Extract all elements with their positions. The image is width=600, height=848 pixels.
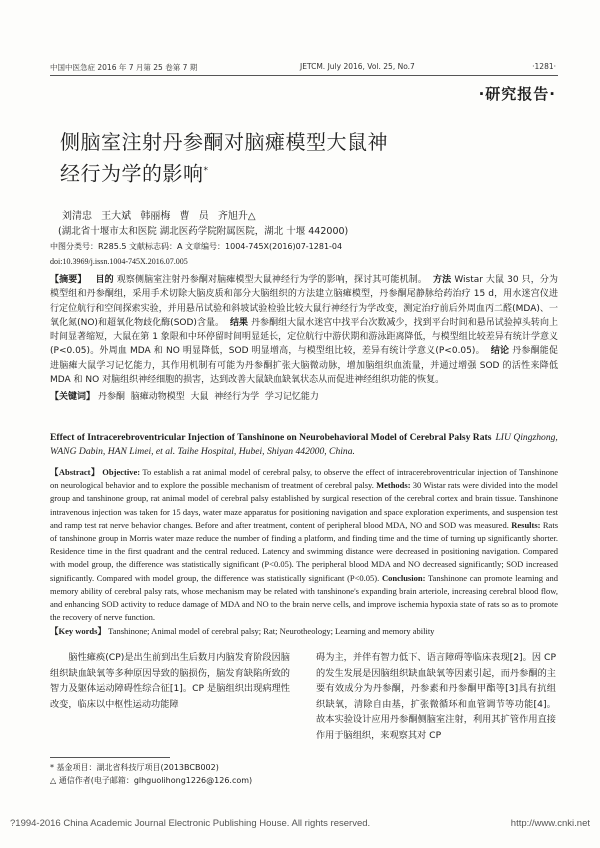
english-title-text: Effect of Intracerebroventricular Injection of Tanshinone on Neurobehavioral Model of Cerebral Palsy Rats (50, 432, 492, 443)
conclusion-en-label: Conclusion: (381, 572, 426, 583)
keywords-en (50, 625, 558, 638)
author-list: 刘清忠 王大斌 韩丽梅 曹 员 齐旭升△ (62, 211, 256, 222)
section-label: ·研究报告· (478, 85, 556, 103)
footer-url: http://www.cnki.net (510, 818, 590, 829)
classification-codes: 中图分类号：R285.5 文献标志码：A 文章编号：1004-745X(2016)07-1281-04 (50, 242, 343, 251)
paper-title-text: 侧脑室注射丹参酮对脑瘫模型大鼠神经行为学的影响 (60, 130, 388, 186)
doi: doi:10.3969/j.issn.1004-745X.2016.07.005 (50, 257, 188, 266)
abstract-cn (50, 273, 558, 405)
results-text: 丹参酮组大鼠水迷宫中找平台次数减少，找到平台时间和悬吊试验掉头转向上时间显著缩短，大鼠在第 1 象限和中环停留时间明显延长，定位航行中游伏期和游泳距离降低，与模型组比较差异有统计学意义(P<0.05)。外周血 MDA 和 NO 明显降低，SOD 明显增高，与模型组比较，差异有统计学意义(P<0.05)。 (50, 317, 558, 357)
objective-en-label: Objective: (102, 467, 141, 477)
keywords-en-text: Tanshinone; Animal model of cerebral palsy; Rat; Neurotheology; Learning and memory ability (108, 626, 435, 637)
page-number: ·1281· (532, 62, 556, 71)
keywords-cn-text: 丹参酮 脑瘫动物模型 大鼠 神经行为学 学习记忆能力 (98, 392, 319, 403)
methods-en-text: 30 Wistar rats were divided into the model group and tanshinone group, rat animal model of cerebral palsy established by surgical resection of the cerebral cortex and brain tissue. Tanshinone intravenous injection was taken for 15 days, water maze apparatus for positioning navigation and space exploration experiments, and suspension test and ramp test rat nerve behavior changes. Before and after treatment, content of peripheral blood MDA, NO and SOD was measured. (50, 480, 559, 530)
methods-label: 方法 (433, 275, 452, 285)
abstract-cn-body (50, 273, 558, 387)
page-footer (10, 818, 590, 829)
methods-text: Wistar 大鼠 30 只，分为模型组和丹参酮组，采用手术切除大脑皮质和部分大脑组织的方法建立脑瘫模型，丹参酮尾静脉给药治疗 15 d，用水迷宫仪进行定位航行和空间探索实验，并用悬吊试验和斜坡试验检验比较大鼠行神经行为学改变，测定治疗前后外周血丙二醛(MDA)、一氧化氮(NO)和超氧化物歧化酶(SOD)含量。 (50, 275, 558, 328)
conclusion-label: 结论 (490, 346, 510, 357)
abstract-en (50, 466, 558, 624)
affiliation: (湖北省十堰市太和医院 湖北医药学院附属医院，湖北 十堰 442000) (58, 226, 349, 237)
results-en-label: Results: (511, 519, 541, 530)
english-title (50, 431, 558, 459)
footnote-fund: * 基金项目：湖北省科技厅项目(2013BCB002) (50, 763, 219, 772)
footnotes (50, 761, 350, 787)
abstract-cn-label: 【摘要】 (50, 275, 87, 285)
abstract-en-label: 【Abstract】 (50, 467, 100, 477)
objective-text: 观察侧脑室注射丹参酮对脑瘫模型大鼠神经行为学的影响，探讨其可能机制。 (116, 275, 428, 285)
body-column-left: 脑性瘫痪(CP)是出生前到出生后数月内脑发育阶段因脑组织缺血缺氧等多种原因导致的脑损伤，脑发育缺陷所致的智力及躯体运动障碍性综合征[1]。CP 是脑组织出现病理性改变，临床以中枢性运动功能障 (50, 652, 290, 710)
header-rule (50, 75, 558, 76)
objective-en-text: To establish a rat animal model of cerebral palsy, to observe the effect of intracerebroventricular injection of Tanshinone on neurological behavior and to explore the possible mechanism of treatment of cerebral palsy. (50, 467, 558, 491)
english-authors: LIU Qingzhong, WANG Dabin, HAN Limei, et al. Taihe Hospital, Hubei, Shiyan 442000, China. (50, 432, 558, 457)
body-column-right: 碍为主，并伴有智力低下、语言障碍等临床表现[2]。因 CP 的发生发展是因脑组织缺血缺氧等因素引起，而丹参酮的主要有效成分为丹参酮，丹参素和丹参酮甲酯等[3]具有抗组织缺氧，清除自由基，扩张微循环和血管调节等功能[4]。故本实验设计应用丹参酮侧脑室注射，利用其扩管作用直接作用于脑组织，来观察其对 CP (316, 652, 556, 741)
results-label: 结果 (229, 317, 249, 328)
objective-label: 目的 (95, 275, 114, 285)
footnote-corresponding-author: △ 通信作者(电子邮箱：glhguolihong1226@126.com) (50, 776, 253, 785)
footer-copyright: ?1994-2016 China Academic Journal Electronic Publishing House. All rights reserved. (10, 818, 371, 829)
results-en-text: Rats of tanshinone group in Morris water maze reduce the number of finding a platform, and finding time and the time of turning up significantly shorter. Residence time in the first quadrant and the central reduced. Latency and swimming distance were decreased in positioning navigation. Compared with model group, the difference was statistically significant (P<0.05). The peripheral blood MDA and NO decreased significantly; SOD increased significantly. Compared with model group, the difference was statistically significant (P<0.05). (50, 519, 559, 583)
conclusion-en-text: Tanshinone can promote learning and memory ability of cerebral palsy rats, whose mechanism may be related with tanshinone's expanding brain arteriole, increasing cerebral blood flow, and enhancing SOD activity to reduce damage of MDA and NO to the brain nerve cells, and improve ischemia hypoxia state of rats so as to promote the recovery of nerve function. (50, 572, 558, 623)
footnote-rule (50, 757, 170, 758)
keywords-en-label: 【Key words】 (50, 626, 106, 637)
methods-en-label: Methods: (376, 480, 411, 491)
conclusion-text: 丹参酮能促进脑瘫大鼠学习记忆能力，其作用机制有可能为丹参酮扩张大脑微动脉，增加脑组织血流量，并通过增强 SOD 的活性来降低 MDA 和 NO 对脑组织神经细胞的损害，达到改善大鼠缺血缺氧状态从而促进神经组织功能的恢复。 (50, 346, 558, 386)
keywords-cn (50, 390, 558, 404)
keywords-cn-label: 【关键词】 (50, 392, 96, 403)
journal-header-cn: 中国中医急症 2016 年 7 月第 25 卷第 7 期 (50, 63, 198, 72)
journal-header-en: JETCM. July 2016, Vol. 25, No.7 (300, 62, 415, 71)
english-abstract-block (50, 431, 558, 639)
title-footnote-marker: * (203, 166, 209, 176)
paper-title (60, 128, 390, 189)
